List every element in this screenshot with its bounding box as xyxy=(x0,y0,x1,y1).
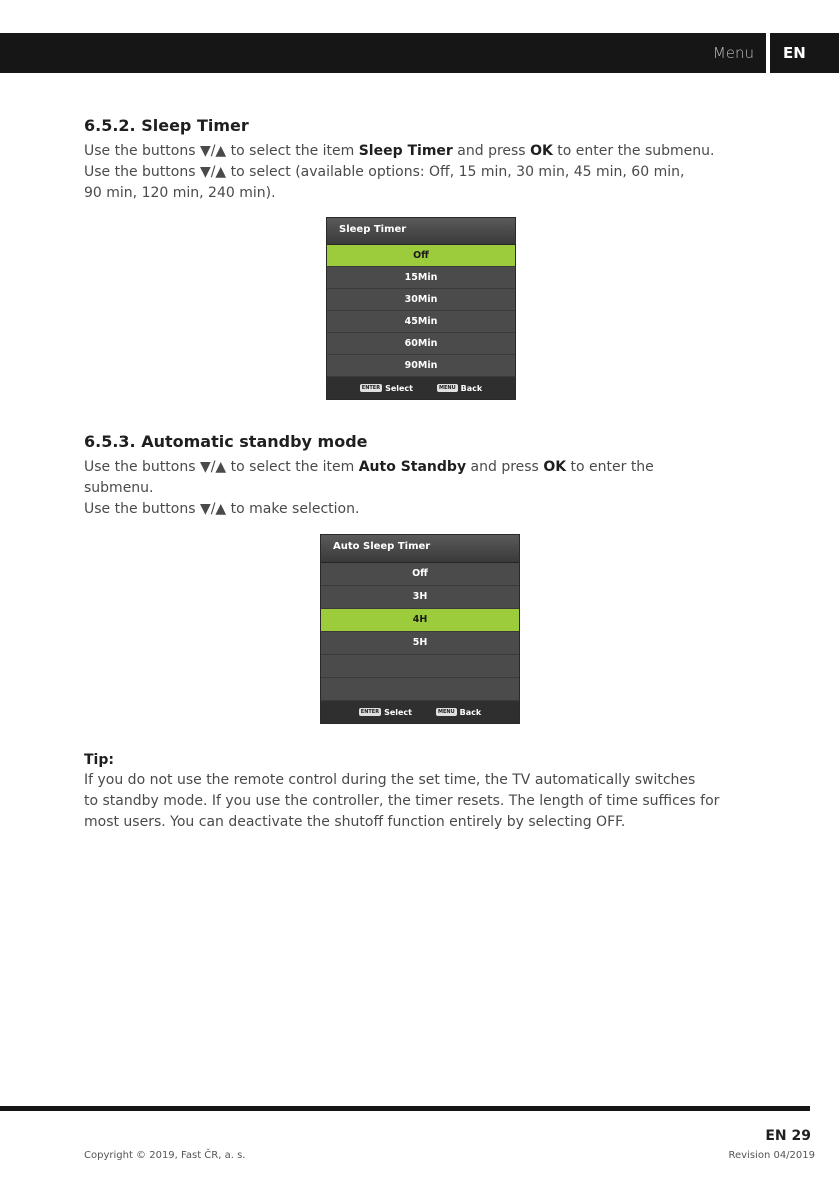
copyright: Copyright © 2019, Fast ČR, a. s. xyxy=(84,1150,246,1161)
tip-line-3: most users. You can deactivate the shutoff function entirely by selecting OFF. xyxy=(84,814,626,830)
select-label: Select xyxy=(384,707,412,717)
auto-standby-line-1 xyxy=(84,457,764,478)
menu-item[interactable]: 90Min xyxy=(327,355,515,377)
sleep-timer-line-2: Use the buttons ▼/▲ to select (available options: Off, 15 min, 30 min, 45 min, 60 min, xyxy=(84,164,685,180)
sleep-timer-section xyxy=(84,116,764,204)
enter-key-icon: ENTER xyxy=(360,709,380,715)
tip-line-2: to standby mode. If you use the controller, the timer resets. The length of time suffices for xyxy=(84,793,720,809)
tip-section xyxy=(84,752,764,833)
bold-text: OK xyxy=(543,459,567,475)
text: Use the buttons ▼/▲ to select the item xyxy=(84,459,359,475)
tip-heading: Tip: xyxy=(84,752,114,768)
menu-item[interactable]: 3H xyxy=(321,586,519,609)
osd-footer xyxy=(327,377,515,399)
text: and press xyxy=(452,143,531,159)
sleep-timer-line-3: 90 min, 120 min, 240 min). xyxy=(84,185,276,201)
header-title: Menu xyxy=(712,44,754,62)
text: and press xyxy=(466,459,544,475)
header-bar xyxy=(0,33,766,73)
bold-text: Sleep Timer xyxy=(358,143,453,159)
language-badge: EN xyxy=(770,33,839,73)
text: Use the buttons ▼/▲ to select the item xyxy=(84,143,359,159)
back-hint xyxy=(436,708,481,717)
menu-item[interactable]: Off xyxy=(327,245,515,267)
select-hint xyxy=(360,384,413,393)
menu-key-icon: MENU xyxy=(438,709,455,715)
menu-item[interactable] xyxy=(321,655,519,678)
menu-item[interactable]: 60Min xyxy=(327,333,515,355)
select-hint xyxy=(359,708,412,717)
sleep-timer-menu xyxy=(326,217,516,400)
menu-item[interactable]: 15Min xyxy=(327,267,515,289)
osd-footer xyxy=(321,701,519,723)
select-label: Select xyxy=(385,383,413,393)
menu-item[interactable]: 5H xyxy=(321,632,519,655)
sleep-timer-heading: 6.5.2. Sleep Timer xyxy=(84,116,249,135)
menu-item[interactable]: 4H xyxy=(321,609,519,632)
footer-bar xyxy=(0,1106,810,1111)
menu-item[interactable]: 45Min xyxy=(327,311,515,333)
text: to enter the xyxy=(566,459,654,475)
menu-item[interactable]: 30Min xyxy=(327,289,515,311)
back-hint xyxy=(437,384,482,393)
tip-line-1: If you do not use the remote control during the set time, the TV automatically switches xyxy=(84,772,696,788)
bold-text: Auto Standby xyxy=(358,459,467,475)
auto-standby-heading: 6.5.3. Automatic standby mode xyxy=(84,432,368,451)
auto-standby-line-2: submenu. xyxy=(84,480,154,496)
osd-title: Auto Sleep Timer xyxy=(321,535,519,563)
auto-standby-line-3: Use the buttons ▼/▲ to make selection. xyxy=(84,501,360,517)
sleep-timer-line-1 xyxy=(84,141,764,162)
page-number: EN 29 xyxy=(765,1128,811,1144)
back-label: Back xyxy=(459,707,482,717)
bold-text: OK xyxy=(530,143,553,159)
auto-standby-section xyxy=(84,432,764,520)
osd-title: Sleep Timer xyxy=(327,218,515,245)
revision: Revision 04/2019 xyxy=(728,1150,815,1161)
auto-sleep-timer-menu xyxy=(320,534,520,724)
text: to enter the submenu. xyxy=(552,143,715,159)
menu-key-icon: MENU xyxy=(439,385,456,391)
back-label: Back xyxy=(460,383,483,393)
menu-item[interactable]: Off xyxy=(321,563,519,586)
menu-item[interactable] xyxy=(321,678,519,701)
enter-key-icon: ENTER xyxy=(361,385,381,391)
